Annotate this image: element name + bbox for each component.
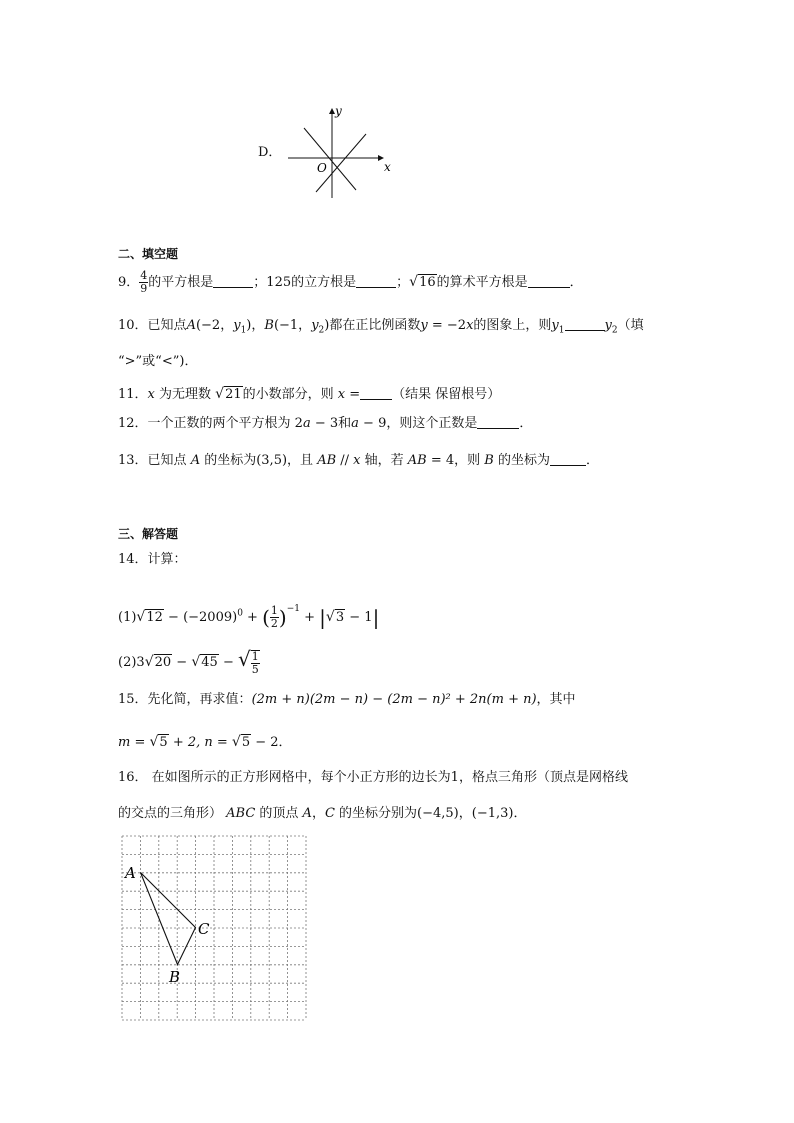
option-d-graph — [280, 100, 395, 200]
question-13: 13．已知点 A 的坐标为(3,5)，且 AB // x 轴，若 AB = 4，则 B 的坐标为 ． — [118, 453, 600, 468]
question-14-part-1: $(1)√12 - (-2009)^0$ + ( $\frac{1}{2}$ )$^{-1}$ + |√3 − 1| — [118, 604, 380, 630]
vertex-label-b: B — [169, 968, 181, 986]
question-15-line2: m = √5 + 2, n = √5 − 2． — [118, 734, 292, 750]
line-decreasing — [304, 128, 356, 190]
blank-10 — [565, 316, 605, 331]
question-11: 11．x 为无理数 √21的小数部分，则 x = （结果 保留根号） — [118, 386, 501, 402]
question-16-line2: 的交点的三角形） ABC 的顶点 A，C 的坐标分别为(−4,5)，(−1,3)． — [118, 806, 527, 821]
section-2-title: 二、填空题 — [118, 247, 179, 261]
vertex-label-a: A — [125, 864, 136, 882]
question-12: 12．一个正数的两个平方根为 2a − 3和a − 9，则这个正数是 ． — [118, 416, 533, 431]
triangle-abc — [141, 873, 196, 965]
question-14: 14．计算： — [118, 552, 187, 567]
question-10-line2: “>”或“<”)． — [118, 354, 198, 369]
question-9: 9． $\frac{4}{9}$ 的平方根是 ；125的立方根是 ；√16的算术平方根是 ． — [118, 269, 583, 295]
origin-label: O — [317, 161, 327, 175]
blank-12 — [477, 414, 519, 429]
question-10: 10．已知点A(−2，$y_1$)，B(−1，$y_2$)都在正比例函数y = −2x的图象上，则$y_1$ $y_2$（填 — [118, 318, 644, 336]
blank-9-2 — [356, 273, 396, 288]
blank-13 — [550, 451, 586, 466]
blank-9-3 — [528, 273, 570, 288]
question-16: 16． 在如图所示的正方形网格中，每个小正方形的边长为1，格点三角形（顶点是网格线 — [118, 770, 628, 785]
x-axis-label: x — [384, 160, 391, 174]
grid-lines — [122, 836, 306, 1020]
question-15: 15．先化简，再求值：(2m + n)(2m − n) − (2m − n)² + 2n(m + n)，其中 — [118, 692, 576, 707]
question-14-part-2: (2)3√20 − √45 − √ $\frac{1}{5}$ — [118, 647, 259, 676]
grid-figure — [118, 834, 310, 1024]
vertex-label-c: C — [198, 920, 210, 938]
y-axis-label: y — [335, 104, 342, 118]
blank-11 — [360, 385, 392, 400]
option-d-label: D． — [258, 145, 282, 160]
section-3-title: 三、解答题 — [118, 527, 179, 541]
blank-9-1 — [213, 273, 253, 288]
